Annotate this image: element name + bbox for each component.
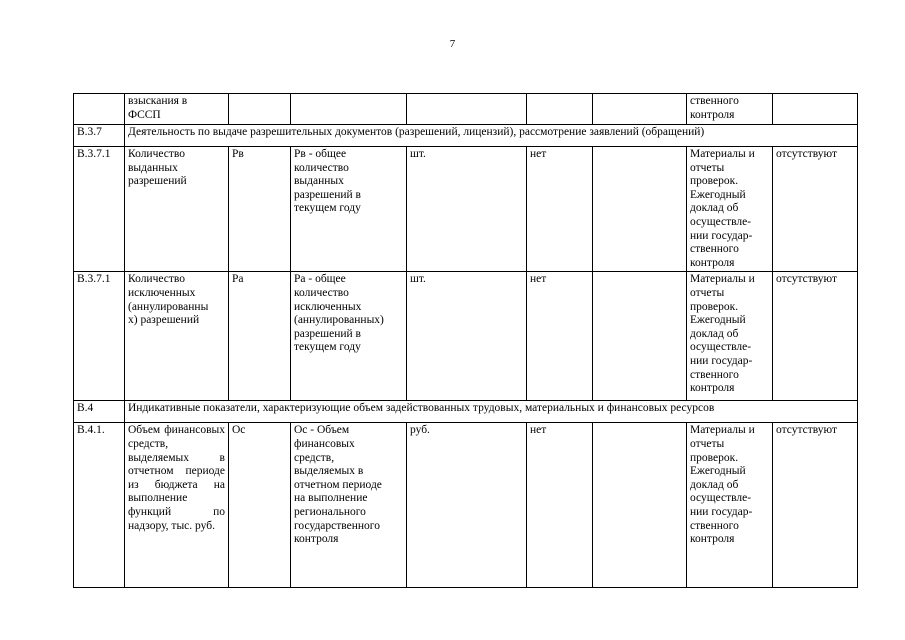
extra-cell: нет [527, 147, 593, 272]
unit-cell: шт. [407, 272, 527, 401]
empty-cell [593, 94, 687, 125]
section-row [74, 401, 858, 423]
table-row [74, 147, 858, 272]
empty-cell [593, 147, 687, 272]
extra-cell: нет [527, 423, 593, 588]
table-row [74, 94, 858, 125]
value-cell: отсутствуют [773, 423, 858, 588]
empty-cell [593, 423, 687, 588]
table-row [74, 272, 858, 401]
value-cell: отсутствуют [773, 147, 858, 272]
code-cell [74, 94, 125, 125]
section-title: Деятельность по выдаче разрешительных документов (разрешений, лицензий), рассмотрение заявлений (обращений) [125, 125, 858, 147]
source-cell: ственного контроля [687, 94, 773, 125]
value-cell [773, 94, 858, 125]
symbol-cell: Ос [229, 423, 291, 588]
section-code: В.4 [74, 401, 125, 423]
unit-cell [407, 94, 527, 125]
source-cell: Материалы и отчеты проверок. Ежегодный доклад об осуществле- нии государ- ственного контроля [687, 423, 773, 588]
unit-cell: шт. [407, 147, 527, 272]
extra-cell: нет [527, 272, 593, 401]
source-cell: Материалы и отчеты проверок. Ежегодный доклад об осуществле- нии государ- ственного контроля [687, 272, 773, 401]
source-cell: Материалы и отчеты проверок. Ежегодный доклад об осуществле- нии государ- ственного контроля [687, 147, 773, 272]
empty-cell [593, 272, 687, 401]
formula-cell: Ра - общее количество исключенных (аннулированных) разрешений в текущем году [291, 272, 407, 401]
formula-cell [291, 94, 407, 125]
code-cell: В.4.1. [74, 423, 125, 588]
indicator-name-cell: взыскания в ФССП [125, 94, 229, 125]
page-number: 7 [449, 38, 456, 50]
unit-cell: руб. [407, 423, 527, 588]
indicator-name-cell: Количество исключенных (аннулированны х) разрешений [125, 272, 229, 401]
value-cell: отсутствуют [773, 272, 858, 401]
symbol-cell [229, 94, 291, 125]
indicator-name-cell: Количество выданных разрешений [125, 147, 229, 272]
formula-cell: Ос - Объем финансовых средств, выделяемых в отчетном периоде на выполнение регионального государственного контроля [291, 423, 407, 588]
symbol-cell: Рв [229, 147, 291, 272]
extra-cell [527, 94, 593, 125]
section-row [74, 125, 858, 147]
indicators-table [73, 93, 858, 588]
code-cell: В.3.7.1 [74, 147, 125, 272]
section-title: Индикативные показатели, характеризующие объем задействованных трудовых, материальных и финансовых ресурсов [125, 401, 858, 423]
table-row [74, 423, 858, 588]
indicator-name-cell: Объем финансовых средств, выделяемых в отчетном периоде из бюджета на выполнение функций по надзору, тыс. руб. [125, 423, 229, 588]
symbol-cell: Ра [229, 272, 291, 401]
code-cell: В.3.7.1 [74, 272, 125, 401]
formula-cell: Рв - общее количество выданных разрешений в текущем году [291, 147, 407, 272]
section-code: В.3.7 [74, 125, 125, 147]
